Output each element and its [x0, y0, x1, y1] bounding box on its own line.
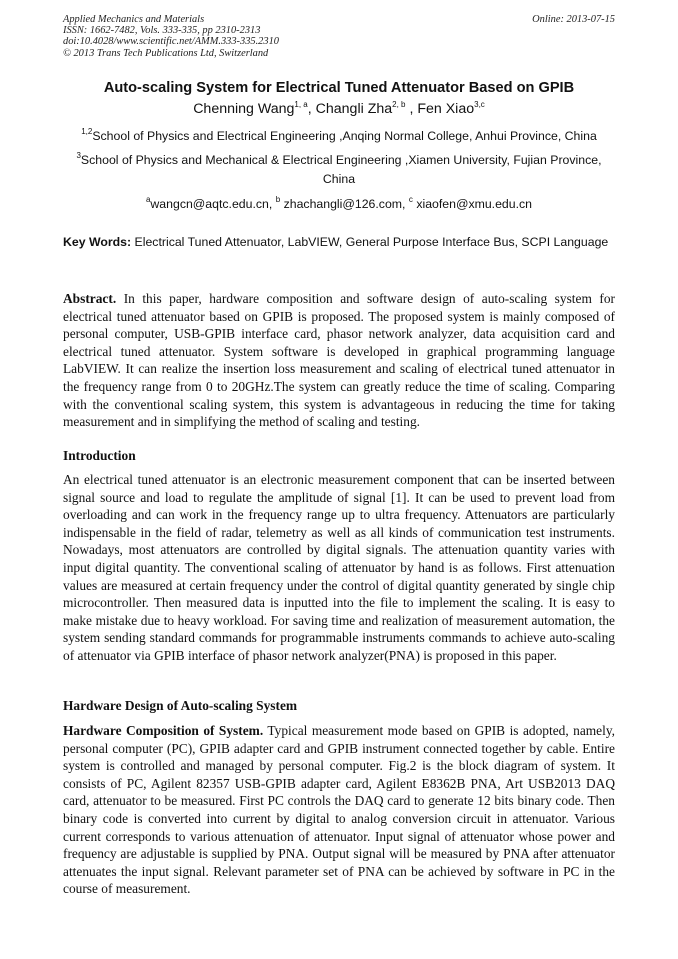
- affiliation-text: School of Physics and Mechanical & Electrical Engineering ,Xiamen University, Fujian Province, China: [80, 153, 602, 186]
- affiliation-mark: 3: [76, 151, 81, 160]
- author-affiliation-mark: 3,c: [474, 100, 485, 109]
- email-address[interactable]: wangcn@aqtc.edu.cn: [150, 197, 269, 211]
- affiliation: [66, 151, 612, 189]
- journal-doi: doi:10.4028/www.scientific.net/AMM.333-335.2310: [63, 36, 279, 48]
- keywords-label: Key Words:: [63, 235, 132, 249]
- author-list: Chenning Wang$^{1, a}$, Changli Zha$^{2, b}$ , Fen Xiao$^{3,c}$: [193, 100, 485, 117]
- paper-title: Auto-scaling System for Electrical Tuned Attenuator Based on GPIB: [103, 80, 575, 96]
- journal-issn: ISSN: 1662-7482, Vols. 333-335, pp 2310-2313: [63, 25, 261, 37]
- email-mark: c: [408, 195, 413, 204]
- introduction-body: An electrical tuned attenuator is an electronic measurement component that can be inserted between signal source and load to regulate the amplitude of signal [1]. It can be used to prevent load from overloading and can work in the frequency range up to ultra frequency. Attenuators are particularly indispensable in the field of radar, telemetry as well as all kinds of communication test instruments. Nowadays, most attenuators are controlled by digital signals. The attenuation quantity varies with input digital quantity. The conventional scaling of attenuator by hand is as follows. First attenuation values are measured at certain frequency under the control of digital quantity generated by single chip microcontroller. Then measured data is inputted into the file to implement the scaling. It is easy to make mistake due to heavy workload. For saving time and realization of measurement automation, the system sending standard commands for programmable instruments commands to achieve auto-scaling of attenuator via GPIB interface of phasor network analyzer(PNA) is proposed in this paper.: [63, 472, 615, 663]
- author-affiliation-mark: 1, a: [294, 100, 308, 109]
- affiliation: [63, 127, 615, 146]
- hardware-subheading: Hardware Composition of System.: [63, 723, 264, 738]
- author-name: Chenning Wang: [193, 101, 295, 117]
- author-name: Changli Zha: [315, 101, 393, 117]
- journal-header: [63, 14, 615, 59]
- affiliation-text: School of Physics and Electrical Engineering ,Anqing Normal College, Anhui Province, China: [92, 129, 597, 143]
- journal-name: Applied Mechanics and Materials: [63, 14, 205, 25]
- email-list: $^a$wangcn@aqtc.edu.cn, $^b$ zhachangli@126.com, $^c$ xiaofen@xmu.edu.cn: [145, 195, 533, 211]
- keywords: [63, 233, 615, 252]
- keywords-text: Electrical Tuned Attenuator, LabVIEW, General Purpose Interface Bus, SCPI Language: [134, 235, 609, 249]
- author-name: Fen Xiao: [417, 101, 475, 117]
- email-address[interactable]: xiaofen@xmu.edu.cn: [416, 197, 533, 211]
- abstract: [63, 290, 615, 431]
- hardware-text: Typical measurement mode based on GPIB is adopted, namely, personal computer (PC), GPIB adapter card and GPIB instrument connected together by cable. Entire system is controlled and managed by personal computer. Fig.2 is the block diagram of system. It consists of PC, Agilent 82357 USB-GPIB adapter card, Agilent E8362B PNA, Art USB2013 DAQ card, attenuator to be measured. First PC controls the DAQ card to generate 12 bits binary code. Then binary code is converted into current by digital to analog conversion circuit in attenuator. Various current corresponds to various attenuation of attenuator. Input signal of attenuator whose power and frequency are adjustable is supplied by PNA. Output signal will be measured by PNA after attenuator attenuates the input signal. Relevant parameter set of PNA can be achieved by software in PC in the course of measurement.: [63, 723, 616, 897]
- abstract-label: Abstract.: [63, 291, 117, 306]
- affiliation-mark: 1,2: [81, 127, 93, 136]
- author-affiliation-mark: 2, b: [392, 100, 406, 109]
- email-address[interactable]: zhachangli@126.com: [283, 197, 403, 211]
- email-mark: b: [275, 195, 281, 204]
- introduction-heading: Introduction: [63, 448, 136, 463]
- email-mark: a: [145, 195, 151, 204]
- abstract-text: In this paper, hardware composition and software design of auto-scaling system for electrical tuned attenuator based on GPIB is proposed. The proposed system is mainly composed of personal computer, USB-GPIB interface card, phasor network analyzer, data acquisition card and electrical tuned attenuator. System software is developed in graphical programming language LabVIEW. It can realize the insertion loss measurement and scaling of electrical tuned attenuator in the frequency range from 0 to 20GHz.The system can greatly reduce the time of scaling. Comparing with the conventional scaling system, this system is advantageous in reducing the time for taking measurement and in simplifying the method of scaling and testing.: [63, 291, 615, 430]
- journal-copyright: © 2013 Trans Tech Publications Ltd, Switzerland: [63, 47, 269, 59]
- hardware-body: [63, 722, 615, 898]
- online-date: Online: 2013-07-15: [532, 14, 615, 25]
- hardware-heading: Hardware Design of Auto-scaling System: [63, 698, 298, 713]
